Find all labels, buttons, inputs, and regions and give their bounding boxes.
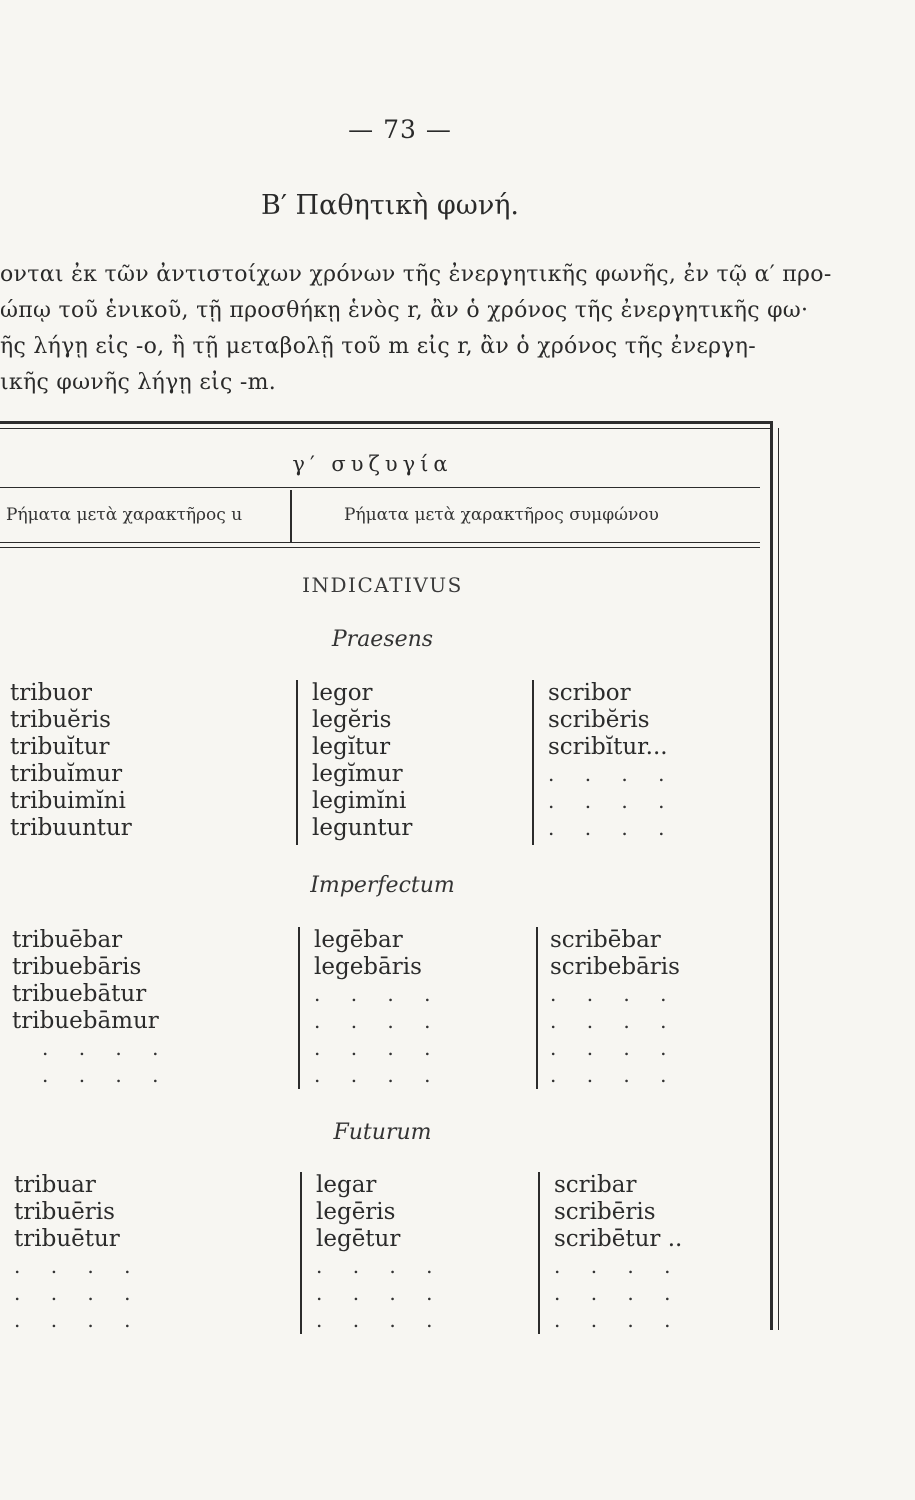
verb-form: leguntur bbox=[312, 815, 413, 841]
table-top-rule-thin bbox=[0, 428, 770, 429]
header-divider bbox=[0, 487, 760, 488]
ellipsis-row: . . . . bbox=[554, 1254, 683, 1278]
ellipsis-row: . . . . bbox=[14, 1254, 143, 1278]
verb-form: tribuētur bbox=[14, 1226, 120, 1252]
verb-form: legimĭni bbox=[312, 788, 407, 814]
ellipsis-row: . . . . bbox=[548, 789, 677, 813]
ellipsis-row: . . . . bbox=[316, 1308, 445, 1332]
verb-form: scribar bbox=[554, 1172, 637, 1198]
verb-form: scribebāris bbox=[550, 954, 680, 980]
verb-form: scribētur .. bbox=[554, 1226, 683, 1252]
table-right-border-outer bbox=[778, 428, 779, 1330]
praesens-u-stem-column bbox=[10, 680, 132, 842]
header-column-divider bbox=[290, 490, 292, 542]
verb-form: scribĕris bbox=[548, 707, 650, 733]
column-divider bbox=[300, 1172, 302, 1334]
mood-label: INDICATIVUS bbox=[302, 573, 463, 597]
ellipsis-row: . . . . bbox=[42, 1036, 171, 1060]
imperfectum-scribere-column bbox=[550, 927, 680, 1089]
verb-form: legēris bbox=[316, 1199, 396, 1225]
section-title: Β′ Παθητικὴ φωνή. bbox=[260, 190, 520, 221]
intro-line: ικῆς φωνῆς λήγῃ εἰς -m. bbox=[0, 370, 277, 395]
ellipsis-row: . . . . bbox=[548, 816, 677, 840]
column-divider bbox=[538, 1172, 540, 1334]
intro-line: ῆς λήγῃ εἰς -o, ἢ τῇ μεταβολῇ τοῦ m εἰς r, ἂν ὁ χρόνος τῆς ἐνεργη- bbox=[0, 334, 756, 359]
imperfectum-u-stem-column bbox=[12, 927, 171, 1089]
verb-form: tribuuntur bbox=[10, 815, 132, 841]
table-top-rule bbox=[0, 421, 770, 424]
ellipsis-row: . . . . bbox=[314, 1036, 443, 1060]
column-header-consonant-stem: Ρήματα μετὰ χαρακτῆρος συμφώνου bbox=[344, 505, 659, 525]
futurum-u-stem-column bbox=[14, 1172, 143, 1334]
table-right-border bbox=[770, 421, 773, 1330]
ellipsis-row: . . . . bbox=[550, 1036, 679, 1060]
verb-form: legĕris bbox=[312, 707, 392, 733]
tense-label-futurum: Futurum bbox=[333, 1120, 432, 1145]
verb-form: scribĭtur... bbox=[548, 734, 668, 760]
verb-form: tribuor bbox=[10, 680, 92, 706]
tense-label-imperfectum: Imperfectum bbox=[310, 873, 455, 898]
verb-form: legĭtur bbox=[312, 734, 391, 760]
tense-label-praesens: Praesens bbox=[331, 627, 434, 652]
verb-form: tribuar bbox=[14, 1172, 96, 1198]
ellipsis-row: . . . . bbox=[316, 1281, 445, 1305]
praesens-scribere-column bbox=[548, 680, 677, 842]
verb-form: scribor bbox=[548, 680, 631, 706]
ellipsis-row: . . . . bbox=[550, 1009, 679, 1033]
column-divider bbox=[298, 927, 300, 1089]
verb-form: legĭmur bbox=[312, 761, 403, 787]
column-divider bbox=[296, 680, 298, 845]
ellipsis-row: . . . . bbox=[14, 1281, 143, 1305]
verb-form: tribuebāmur bbox=[12, 1008, 159, 1034]
verb-form: tribuĭmur bbox=[10, 761, 123, 787]
header-bottom-rule-2 bbox=[0, 547, 760, 548]
ellipsis-row: . . . . bbox=[42, 1063, 171, 1087]
verb-form: tribuĭtur bbox=[10, 734, 110, 760]
verb-form: tribuebātur bbox=[12, 981, 147, 1007]
imperfectum-legere-column bbox=[314, 927, 443, 1089]
header-bottom-rule bbox=[0, 542, 760, 543]
ellipsis-row: . . . . bbox=[550, 982, 679, 1006]
ellipsis-row: . . . . bbox=[14, 1308, 143, 1332]
intro-line: ώπῳ τοῦ ἑνικοῦ, τῇ προσθήκῃ ἑνὸς r, ἂν ὁ χρόνος τῆς ἐνεργητικῆς φω· bbox=[0, 298, 809, 323]
verb-form: tribuebāris bbox=[12, 954, 142, 980]
ellipsis-row: . . . . bbox=[314, 982, 443, 1006]
verb-form: tribuĕris bbox=[10, 707, 111, 733]
verb-form: tribuēbar bbox=[12, 927, 123, 953]
ellipsis-row: . . . . bbox=[548, 762, 677, 786]
column-divider bbox=[532, 680, 534, 845]
verb-form: scribēbar bbox=[550, 927, 661, 953]
ellipsis-row: . . . . bbox=[554, 1281, 683, 1305]
verb-form: legar bbox=[316, 1172, 377, 1198]
column-header-u-stem: Ρήματα μετὰ χαρακτῆρος u bbox=[6, 505, 243, 525]
praesens-legere-column bbox=[312, 680, 412, 842]
verb-form: tribuimĭni bbox=[10, 788, 126, 814]
futurum-scribere-column bbox=[554, 1172, 683, 1334]
verb-form: tribuēris bbox=[14, 1199, 115, 1225]
ellipsis-row: . . . . bbox=[314, 1063, 443, 1087]
futurum-legere-column bbox=[316, 1172, 445, 1334]
verb-form: legebāris bbox=[314, 954, 422, 980]
verb-form: legēbar bbox=[314, 927, 403, 953]
intro-line: ονται ἐκ τῶν ἀντιστοίχων χρόνων τῆς ἐνεργητικῆς φωνῆς, ἐν τῷ α′ προ- bbox=[0, 262, 832, 287]
verb-form: legētur bbox=[316, 1226, 401, 1252]
ellipsis-row: . . . . bbox=[314, 1009, 443, 1033]
ellipsis-row: . . . . bbox=[316, 1254, 445, 1278]
ellipsis-row: . . . . bbox=[550, 1063, 679, 1087]
conjugation-heading: γ′ συζυγία bbox=[292, 452, 453, 476]
page-number: — 73 — bbox=[348, 115, 452, 144]
column-divider bbox=[536, 927, 538, 1089]
verb-form: scribēris bbox=[554, 1199, 656, 1225]
ellipsis-row: . . . . bbox=[554, 1308, 683, 1332]
verb-form: legor bbox=[312, 680, 373, 706]
